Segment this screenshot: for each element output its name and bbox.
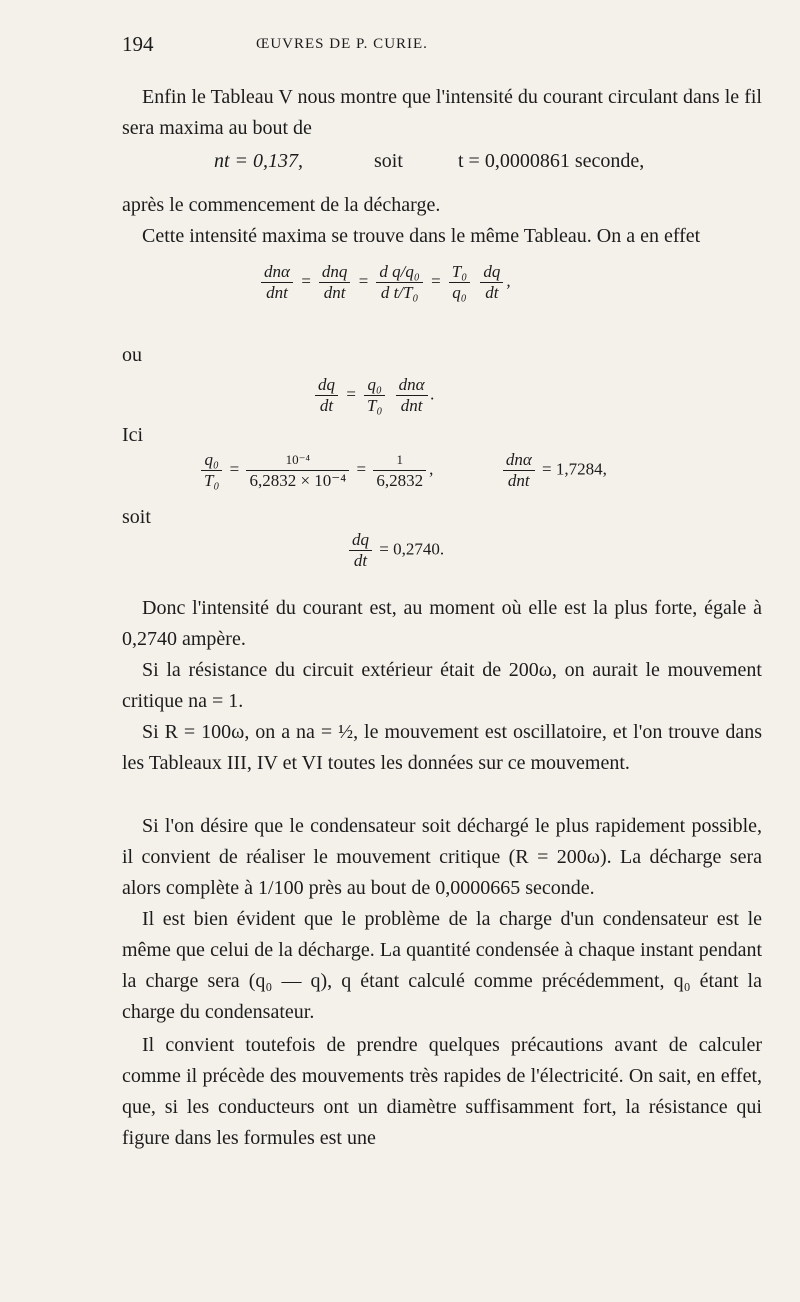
- intro-paragraph: Enfin le Tableau V nous montre que l'intensité du courant circulant dans le fil sera maxima au bout de: [122, 86, 762, 139]
- label-ou: ou: [122, 344, 142, 366]
- paragraph-6: Si l'on désire que le condensateur soit déchargé le plus rapidement possible, il convient de réaliser le mouvement critique (R = 200ω). La décharge sera alors complète à 1/100 près au bout de 0,0000665 seconde.: [122, 815, 762, 899]
- equation-derivative: $\frac{\text{dnα}}{\text{dnt}}$ = $\frac{\text{dnq}}{\text{dnt}}$ = $\frac{\text{d q/q₀}}{\text{d t/T₀}}$ = $\frac{\text{T₀}}{\text{q₀}}$ $\frac{dq}{dt}$ ,: [258, 262, 511, 303]
- label-soit: soit: [122, 506, 151, 528]
- page-number: 194: [122, 32, 154, 56]
- after-eq1: après le commencement de la décharge.: [122, 194, 441, 216]
- paragraph-5: Si R = 100ω, on a na = ½, le mouvement est oscillatoire, et l'on trouve dans les Tableaux III, IV et VI toutes les données sur ce mouvement.: [122, 721, 762, 774]
- equation-soit-result: $\frac{dq}{dt}$ = 0,2740.: [346, 530, 444, 571]
- equation-dq-dt: $\frac{dq}{dt}$ = $\frac{\text{q₀}}{\text{T₀}}$ $\frac{\text{dnα}}{\text{dnt}}$ .: [312, 375, 435, 416]
- paragraph-8: Il convient toutefois de prendre quelques précautions avant de calculer comme il précède des mouvements très rapides de l'électricité. On sait, en effet, que, si les conducteurs ont un diamètre suffisamment fort, la résistance qui figure dans les formules est une: [122, 1034, 762, 1149]
- equation-ici: $\frac{\text{q₀}}{\text{T₀}}$ = $\frac{\text{10⁻⁴}}{\text{6,2832 × 10⁻⁴}}$ = $\frac{1}{6,2832}$ , $\frac{\text{dnα}}{\text{dnt}}$ = 1,7284,: [198, 450, 607, 491]
- paragraph-7: Il est bien évident que le problème de la charge d'un condensateur est le même que celui de la décharge. La quantité condensée à chaque instant pendant la charge sera (q₀ — q), q étant calculé comme précédemment, q₀ étant la charge du condensateur.: [122, 908, 762, 1023]
- running-title: ŒUVRES DE P. CURIE.: [256, 36, 428, 52]
- equation-nt: nt = 0,137,: [214, 150, 304, 172]
- ici-result: = 1,7284,: [542, 459, 607, 479]
- paragraph-2: Cette intensité maxima se trouve dans le même Tableau. On a en effet: [142, 225, 701, 247]
- equation-soit: soit: [374, 150, 403, 172]
- paragraph-3: Donc l'intensité du courant est, au moment où elle est la plus forte, égale à 0,2740 ampère.: [122, 597, 762, 650]
- label-ici: Ici: [122, 424, 144, 446]
- equation-t: t = 0,0000861 seconde,: [458, 150, 645, 172]
- paragraph-4: Si la résistance du circuit extérieur était de 200ω, on aurait le mouvement critique na = 1.: [122, 659, 762, 712]
